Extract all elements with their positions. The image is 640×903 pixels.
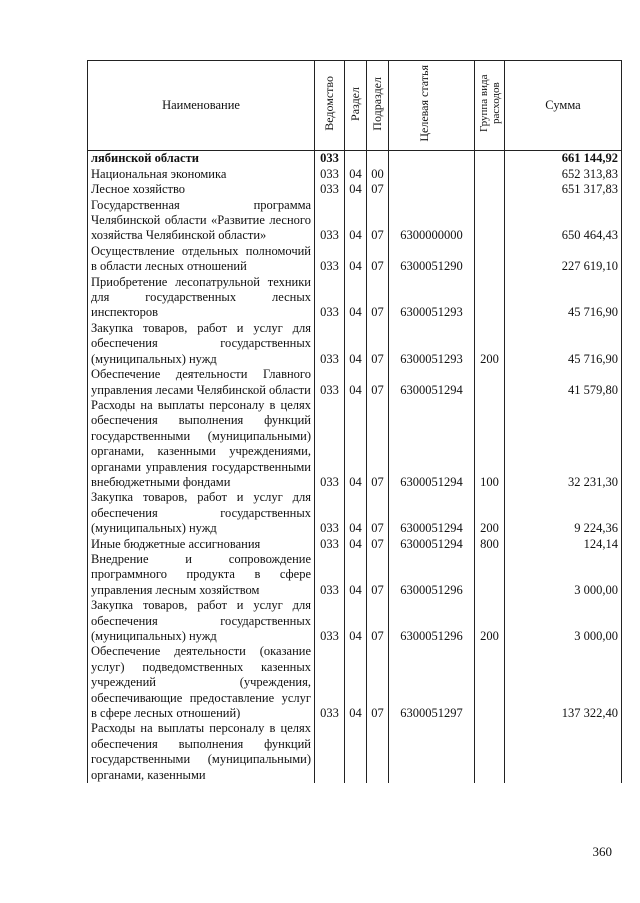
row-name: Государственная программа Челябинской области «Развитие лесного хозяйства Челябинской области» bbox=[88, 198, 315, 244]
row-vedomstvo: 033 bbox=[315, 321, 345, 367]
row-podrazdel: 07 bbox=[367, 321, 389, 367]
row-razdel: 04 bbox=[345, 598, 367, 644]
row-vedomstvo: 033 bbox=[315, 244, 345, 275]
row-celevaya: 6300051294 bbox=[389, 537, 475, 552]
row-podrazdel: 07 bbox=[367, 644, 389, 721]
row-name: Внедрение и сопровождение программного продукта в сфере управления лесным хозяйством bbox=[88, 552, 315, 598]
row-name: лябинской области bbox=[88, 151, 315, 167]
header-gruppa: Группа вида расходов bbox=[475, 61, 505, 151]
row-gruppa: 100 bbox=[475, 398, 505, 490]
row-podrazdel: 07 bbox=[367, 244, 389, 275]
row-razdel: 04 bbox=[345, 275, 367, 321]
row-gruppa bbox=[475, 167, 505, 182]
row-name: Национальная экономика bbox=[88, 167, 315, 182]
row-name: Закупка товаров, работ и услуг для обеспечения государственных (муниципальных) нужд bbox=[88, 598, 315, 644]
row-podrazdel: 00 bbox=[367, 167, 389, 182]
row-celevaya: 6300051294 bbox=[389, 490, 475, 536]
row-name: Лесное хозяйство bbox=[88, 182, 315, 197]
row-podrazdel: 07 bbox=[367, 198, 389, 244]
row-summa: 652 313,83 bbox=[505, 167, 622, 182]
row-podrazdel: 07 bbox=[367, 367, 389, 398]
page-number: 360 bbox=[592, 844, 612, 859]
row-podrazdel: 07 bbox=[367, 598, 389, 644]
row-celevaya: 6300051297 bbox=[389, 644, 475, 721]
row-vedomstvo: 033 bbox=[315, 182, 345, 197]
row-podrazdel: 07 bbox=[367, 490, 389, 536]
row-razdel: 04 bbox=[345, 644, 367, 721]
row-celevaya: 6300051296 bbox=[389, 598, 475, 644]
table-row bbox=[88, 151, 622, 167]
row-podrazdel: 07 bbox=[367, 182, 389, 197]
row-celevaya: 6300051290 bbox=[389, 244, 475, 275]
row-vedomstvo: 033 bbox=[315, 198, 345, 244]
row-gruppa: 200 bbox=[475, 321, 505, 367]
header-summa: Сумма bbox=[505, 61, 622, 151]
row-summa: 45 716,90 bbox=[505, 321, 622, 367]
row-razdel: 04 bbox=[345, 552, 367, 598]
row-summa bbox=[505, 721, 622, 783]
row-celevaya: 6300000000 bbox=[389, 198, 475, 244]
row-podrazdel bbox=[367, 151, 389, 167]
row-celevaya: 6300051294 bbox=[389, 398, 475, 490]
row-vedomstvo: 033 bbox=[315, 398, 345, 490]
row-summa: 9 224,36 bbox=[505, 490, 622, 536]
row-gruppa bbox=[475, 244, 505, 275]
row-podrazdel: 07 bbox=[367, 275, 389, 321]
table-row bbox=[88, 552, 622, 598]
header-celevaya: Целевая статья bbox=[389, 61, 475, 151]
row-razdel bbox=[345, 151, 367, 167]
table-row bbox=[88, 167, 622, 182]
table-row bbox=[88, 198, 622, 244]
row-celevaya bbox=[389, 182, 475, 197]
row-razdel bbox=[345, 721, 367, 783]
row-summa: 3 000,00 bbox=[505, 598, 622, 644]
row-razdel: 04 bbox=[345, 244, 367, 275]
row-celevaya: 6300051293 bbox=[389, 321, 475, 367]
table-row bbox=[88, 367, 622, 398]
row-gruppa bbox=[475, 198, 505, 244]
row-gruppa: 200 bbox=[475, 490, 505, 536]
row-gruppa bbox=[475, 275, 505, 321]
row-podrazdel: 07 bbox=[367, 537, 389, 552]
row-razdel: 04 bbox=[345, 367, 367, 398]
row-celevaya: 6300051296 bbox=[389, 552, 475, 598]
header-name: Наименование bbox=[88, 61, 315, 151]
table-row bbox=[88, 644, 622, 721]
row-podrazdel: 07 bbox=[367, 398, 389, 490]
row-vedomstvo: 033 bbox=[315, 537, 345, 552]
row-vedomstvo: 033 bbox=[315, 167, 345, 182]
row-summa: 227 619,10 bbox=[505, 244, 622, 275]
row-vedomstvo bbox=[315, 721, 345, 783]
table-body bbox=[88, 151, 622, 784]
row-name: Обеспечение деятельности (оказание услуг) подведомственных казенных учреждений (учреждения, обеспечивающие предоставление услуг в сфере лесных отношений) bbox=[88, 644, 315, 721]
table-row bbox=[88, 321, 622, 367]
row-vedomstvo: 033 bbox=[315, 490, 345, 536]
row-name: Закупка товаров, работ и услуг для обеспечения государственных (муниципальных) нужд bbox=[88, 321, 315, 367]
row-gruppa: 800 bbox=[475, 537, 505, 552]
row-gruppa bbox=[475, 367, 505, 398]
row-gruppa: 200 bbox=[475, 598, 505, 644]
row-gruppa bbox=[475, 721, 505, 783]
header-vedomstvo: Ведомство bbox=[315, 61, 345, 151]
row-celevaya: 6300051293 bbox=[389, 275, 475, 321]
table-header bbox=[88, 61, 622, 151]
row-summa: 650 464,43 bbox=[505, 198, 622, 244]
table-row bbox=[88, 598, 622, 644]
row-razdel: 04 bbox=[345, 321, 367, 367]
table-row bbox=[88, 537, 622, 552]
row-name: Расходы на выплаты персоналу в целях обеспечения выполнения функций государственными (муниципальными) органами, казенными учреждениями, органами управления государственными внебюджетными фондами bbox=[88, 398, 315, 490]
row-razdel: 04 bbox=[345, 490, 367, 536]
header-podrazdel: Подраздел bbox=[367, 61, 389, 151]
row-vedomstvo: 033 bbox=[315, 367, 345, 398]
row-gruppa bbox=[475, 644, 505, 721]
row-gruppa bbox=[475, 151, 505, 167]
row-vedomstvo: 033 bbox=[315, 552, 345, 598]
row-vedomstvo: 033 bbox=[315, 275, 345, 321]
row-name: Закупка товаров, работ и услуг для обеспечения государственных (муниципальных) нужд bbox=[88, 490, 315, 536]
row-celevaya: 6300051294 bbox=[389, 367, 475, 398]
row-razdel: 04 bbox=[345, 398, 367, 490]
row-summa: 32 231,30 bbox=[505, 398, 622, 490]
table-row bbox=[88, 490, 622, 536]
row-summa: 41 579,80 bbox=[505, 367, 622, 398]
table-row bbox=[88, 275, 622, 321]
row-summa: 3 000,00 bbox=[505, 552, 622, 598]
row-razdel: 04 bbox=[345, 537, 367, 552]
row-summa: 137 322,40 bbox=[505, 644, 622, 721]
row-celevaya bbox=[389, 151, 475, 167]
row-gruppa bbox=[475, 182, 505, 197]
row-podrazdel bbox=[367, 721, 389, 783]
row-razdel: 04 bbox=[345, 167, 367, 182]
table-row bbox=[88, 182, 622, 197]
row-vedomstvo: 033 bbox=[315, 644, 345, 721]
row-summa: 651 317,83 bbox=[505, 182, 622, 197]
row-razdel: 04 bbox=[345, 182, 367, 197]
row-celevaya bbox=[389, 167, 475, 182]
row-razdel: 04 bbox=[345, 198, 367, 244]
row-name: Приобретение лесопатрульной техники для государственных лесных инспекторов bbox=[88, 275, 315, 321]
table-row bbox=[88, 244, 622, 275]
row-celevaya bbox=[389, 721, 475, 783]
row-name: Расходы на выплаты персоналу в целях обеспечения выполнения функций государственными (муниципальными) органами, казенными bbox=[88, 721, 315, 783]
row-vedomstvo: 033 bbox=[315, 151, 345, 167]
row-podrazdel: 07 bbox=[367, 552, 389, 598]
row-summa: 124,14 bbox=[505, 537, 622, 552]
row-name: Иные бюджетные ассигнования bbox=[88, 537, 315, 552]
row-summa: 661 144,92 bbox=[505, 151, 622, 167]
row-gruppa bbox=[475, 552, 505, 598]
row-name: Осуществление отдельных полномочий в области лесных отношений bbox=[88, 244, 315, 275]
row-name: Обеспечение деятельности Главного управления лесами Челябинской области bbox=[88, 367, 315, 398]
budget-table bbox=[87, 60, 622, 783]
table-row bbox=[88, 721, 622, 783]
table-row bbox=[88, 398, 622, 490]
header-razdel: Раздел bbox=[345, 61, 367, 151]
row-vedomstvo: 033 bbox=[315, 598, 345, 644]
row-summa: 45 716,90 bbox=[505, 275, 622, 321]
